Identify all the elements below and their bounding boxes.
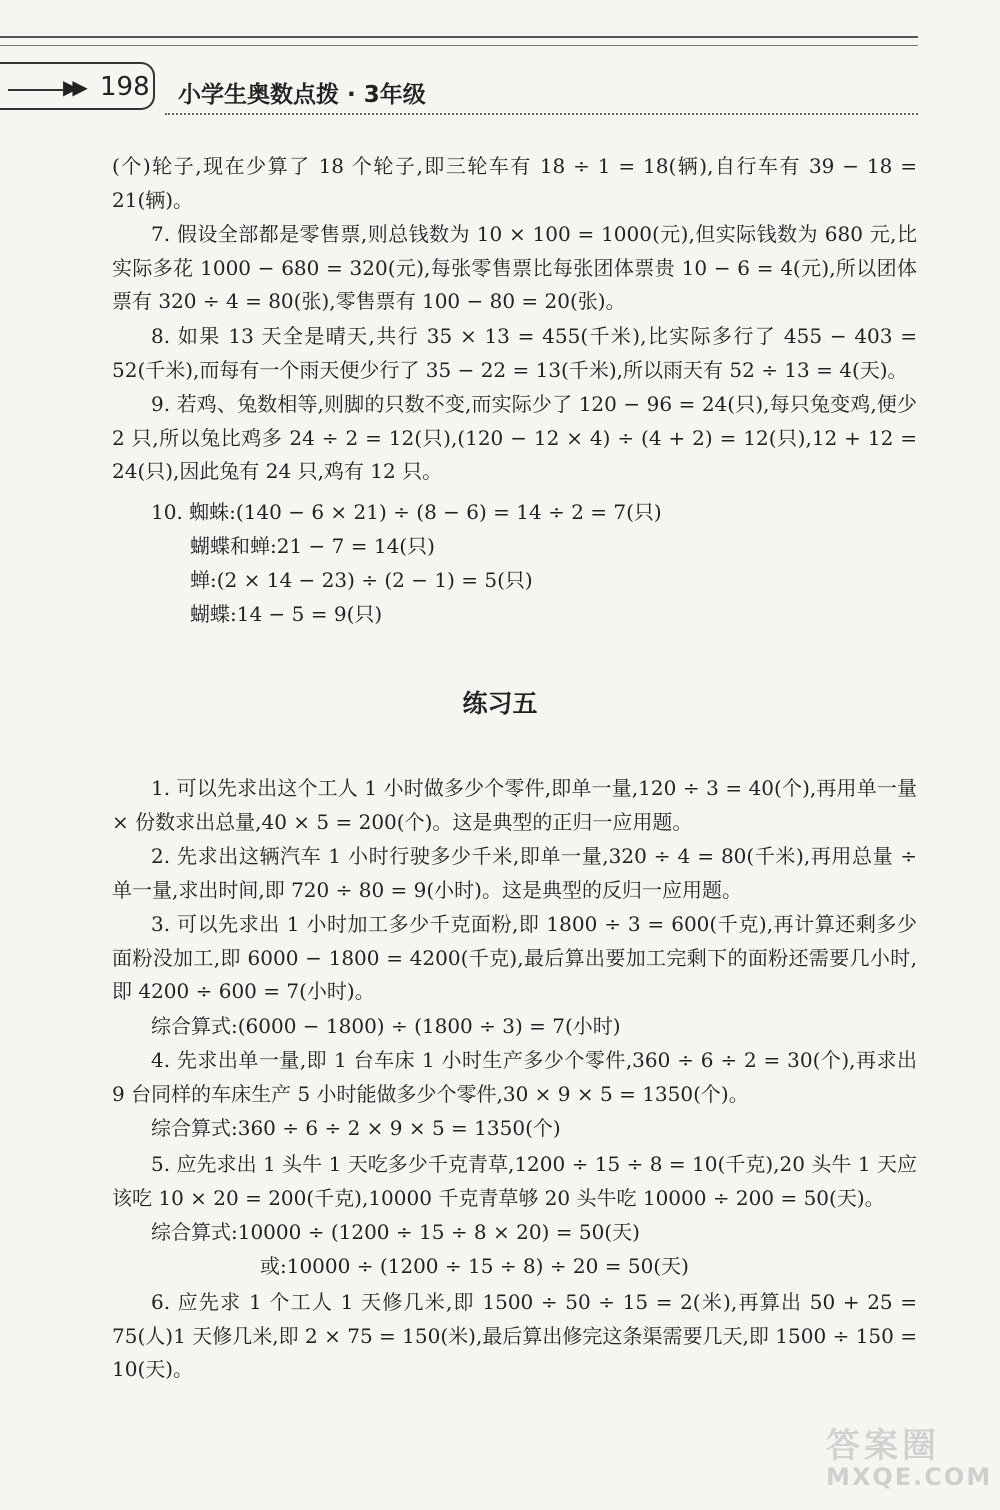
double-arrow-icon: ▶▶ [63, 75, 82, 99]
watermark-logo [826, 1418, 1000, 1508]
exercise-4-formula: 综合算式:360 ÷ 6 ÷ 2 × 9 × 5 = 1350(个) [151, 1116, 561, 1140]
exercise-answer-2: 2. 先求出这辆汽车 1 小时行驶多少千米,即单一量,320 ÷ 4 = 80(千米),再用总量 ÷ 单一量,求出时间,即 720 ÷ 80 = 9(小时)。这是典型的反归一应用题。 [112, 844, 917, 902]
answer-10-line-3: 蝉:(2 × 14 − 23) ÷ (2 − 1) = 5(只) [190, 568, 533, 592]
exercise-5-formula-1: 综合算式:10000 ÷ (1200 ÷ 15 ÷ 8 × 20) = 50(天) [151, 1220, 640, 1244]
paragraph-continuation: (个)轮子,现在少算了 18 个轮子,即三轮车有 18 ÷ 1 = 18(辆),自行车有 39 − 18 = 21(辆)。 [112, 154, 917, 212]
watermark-text-top: 答案圈 [826, 1426, 940, 1466]
answer-10-line-4: 蝴蝶:14 − 5 = 9(只) [190, 602, 383, 626]
exercise-answer-5: 5. 应先求出 1 头牛 1 天吃多少千克青草,1200 ÷ 15 ÷ 8 = 10(千克),20 头牛 1 天应该吃 10 × 20 = 200(千克),10000 千克青草够 20 头牛吃 10000 ÷ 200 = 50(天)。 [112, 1152, 917, 1210]
header-second-rule [0, 45, 918, 46]
answer-8: 8. 如果 13 天全是晴天,共行 35 × 13 = 455(千米),比实际多行了 455 − 403 = 52(千米),而每有一个雨天便少行了 35 − 22 = 13(千米),所以雨天有 52 ÷ 13 = 4(天)。 [112, 324, 917, 382]
page-number: 198 [100, 72, 150, 102]
book-title: 小学生奥数点拨 · 3年级 [178, 82, 426, 108]
exercise-answer-4: 4. 先求出单一量,即 1 台车床 1 小时生产多少个零件,360 ÷ 6 ÷ 2 = 30(个),再求出 9 台同样的车床生产 5 小时能做多少个零件,30 × 9 × 5 = 1350(个)。 [112, 1048, 917, 1106]
watermark-text-bottom: MXQE.COM [826, 1463, 993, 1491]
answer-10-line-1: 10. 蜘蛛:(140 − 6 × 21) ÷ (8 − 6) = 14 ÷ 2 = 7(只) [151, 500, 662, 524]
section-title: 练习五 [462, 689, 538, 718]
answer-7: 7. 假设全部都是零售票,则总钱数为 10 × 100 = 1000(元),但实际钱数为 680 元,比实际多花 1000 − 680 = 320(元),每张零售票比每张团体票贵 10 − 6 = 4(元),所以团体票有 320 ÷ 4 = 80(张),零售票有 100 − 80 = 20(张)。 [112, 222, 917, 313]
answer-10-line-2: 蝴蝶和蝉:21 − 7 = 14(只) [190, 534, 435, 558]
exercise-3-formula: 综合算式:(6000 − 1800) ÷ (1800 ÷ 3) = 7(小时) [151, 1014, 621, 1038]
header-lead-line [8, 89, 63, 91]
header-top-rule [0, 36, 918, 38]
exercise-answer-1: 1. 可以先求出这个工人 1 小时做多少个零件,即单一量,120 ÷ 3 = 40(个),再用单一量 × 份数求出总量,40 × 5 = 200(个)。这是典型的正归一应用题。 [112, 776, 917, 834]
exercise-answer-6: 6. 应先求 1 个工人 1 天修几米,即 1500 ÷ 50 ÷ 15 = 2(米),再算出 50 + 25 = 75(人)1 天修几米,即 2 × 75 = 150(米),最后算出修完这条渠需要几天,即 1500 ÷ 150 = 10(天)。 [112, 1290, 917, 1381]
exercise-5-formula-2: 或:10000 ÷ (1200 ÷ 15 ÷ 8) ÷ 20 = 50(天) [260, 1254, 689, 1278]
header-dotted-rule [165, 113, 918, 115]
exercise-answer-3: 3. 可以先求出 1 小时加工多少千克面粉,即 1800 ÷ 3 = 600(千克),再计算还剩多少面粉没加工,即 6000 − 1800 = 4200(千克),最后算出要加工完剩下的面粉还需要几小时,即 4200 ÷ 600 = 7(小时)。 [112, 912, 917, 1003]
answer-9: 9. 若鸡、兔数相等,则脚的只数不变,而实际少了 120 − 96 = 24(只),每只兔变鸡,便少 2 只,所以兔比鸡多 24 ÷ 2 = 12(只),(120 − 12 × 4) ÷ (4 + 2) = 12(只),12 + 12 = 24(只),因此兔有 24 只,鸡有 12 只。 [112, 392, 917, 483]
